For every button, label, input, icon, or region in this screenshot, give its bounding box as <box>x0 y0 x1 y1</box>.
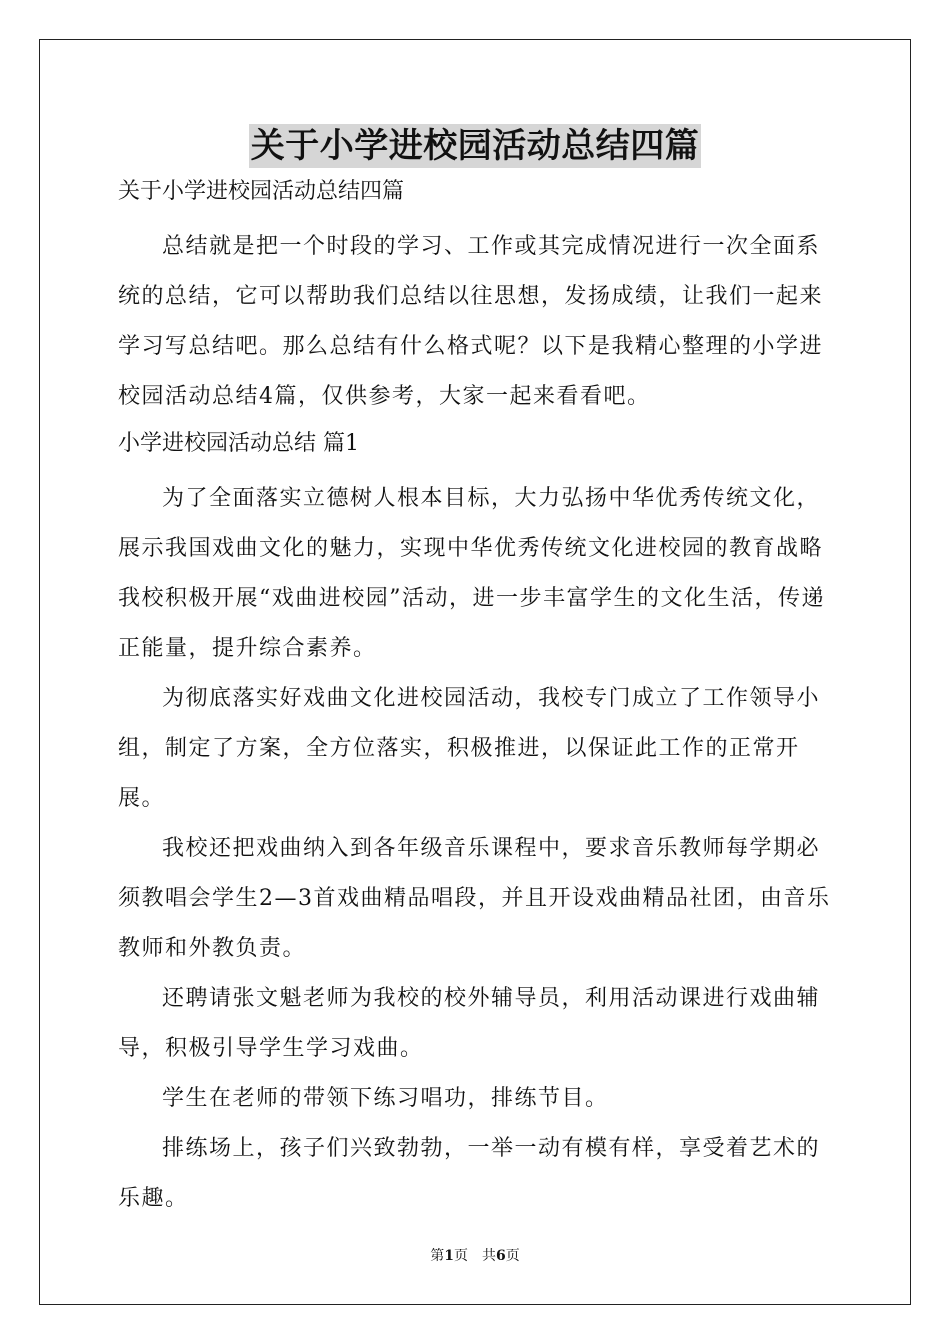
body-paragraph: 学生在老师的带领下练习唱功，排练节目。 <box>162 1086 609 1111</box>
footer-suffix: 页 <box>505 1248 520 1264</box>
footer-mid: 页 共 <box>454 1248 496 1264</box>
body-paragraph: 为彻底落实好戏曲文化进校园活动，我校专门成立了工作领导小组，制定了方案，全方位落实，积极推进，以保证此工作的正常开展。 <box>118 686 821 811</box>
document-body <box>118 176 834 1224</box>
section-heading: 小学进校园活动总结 篇1 <box>118 431 359 456</box>
body-paragraph: 排练场上，孩子们兴致勃勃，一举一动有模有样，享受着艺术的乐趣。 <box>118 1136 821 1211</box>
footer-page-total: 6 <box>496 1248 506 1264</box>
intro-paragraph: 总结就是把一个时段的学习、工作或其完成情况进行一次全面系统的总结，它可以帮助我们总结以往思想，发扬成绩，让我们一起来学习写总结吧。那么总结有什么格式呢？以下是我精心整理的小学进校园活动总结4篇，仅供参考，大家一起来看看吧。 <box>118 234 824 409</box>
page-footer <box>0 1247 950 1265</box>
body-paragraph: 为了全面落实立德树人根本目标，大力弘扬中华优秀传统文化，展示我国戏曲文化的魅力，实现中华优秀传统文化进校园的教育战略我校积极开展“戏曲进校园”活动，进一步丰富学生的文化生活，传递正能量，提升综合素养。 <box>118 486 825 661</box>
body-paragraph: 还聘请张文魁老师为我校的校外辅导员，利用活动课进行戏曲辅导，积极引导学生学习戏曲。 <box>118 986 821 1061</box>
footer-page-current: 1 <box>444 1248 454 1264</box>
body-paragraph: 我校还把戏曲纳入到各年级音乐课程中，要求音乐教师每学期必须教唱会学生2—3首戏曲精品唱段，并且开设戏曲精品社团，由音乐教师和外教负责。 <box>118 836 831 961</box>
document-title: 关于小学进校园活动总结四篇 <box>250 126 700 166</box>
footer-prefix: 第 <box>430 1248 445 1264</box>
document-subtitle: 关于小学进校园活动总结四篇 <box>118 179 405 204</box>
title-container <box>0 124 950 168</box>
